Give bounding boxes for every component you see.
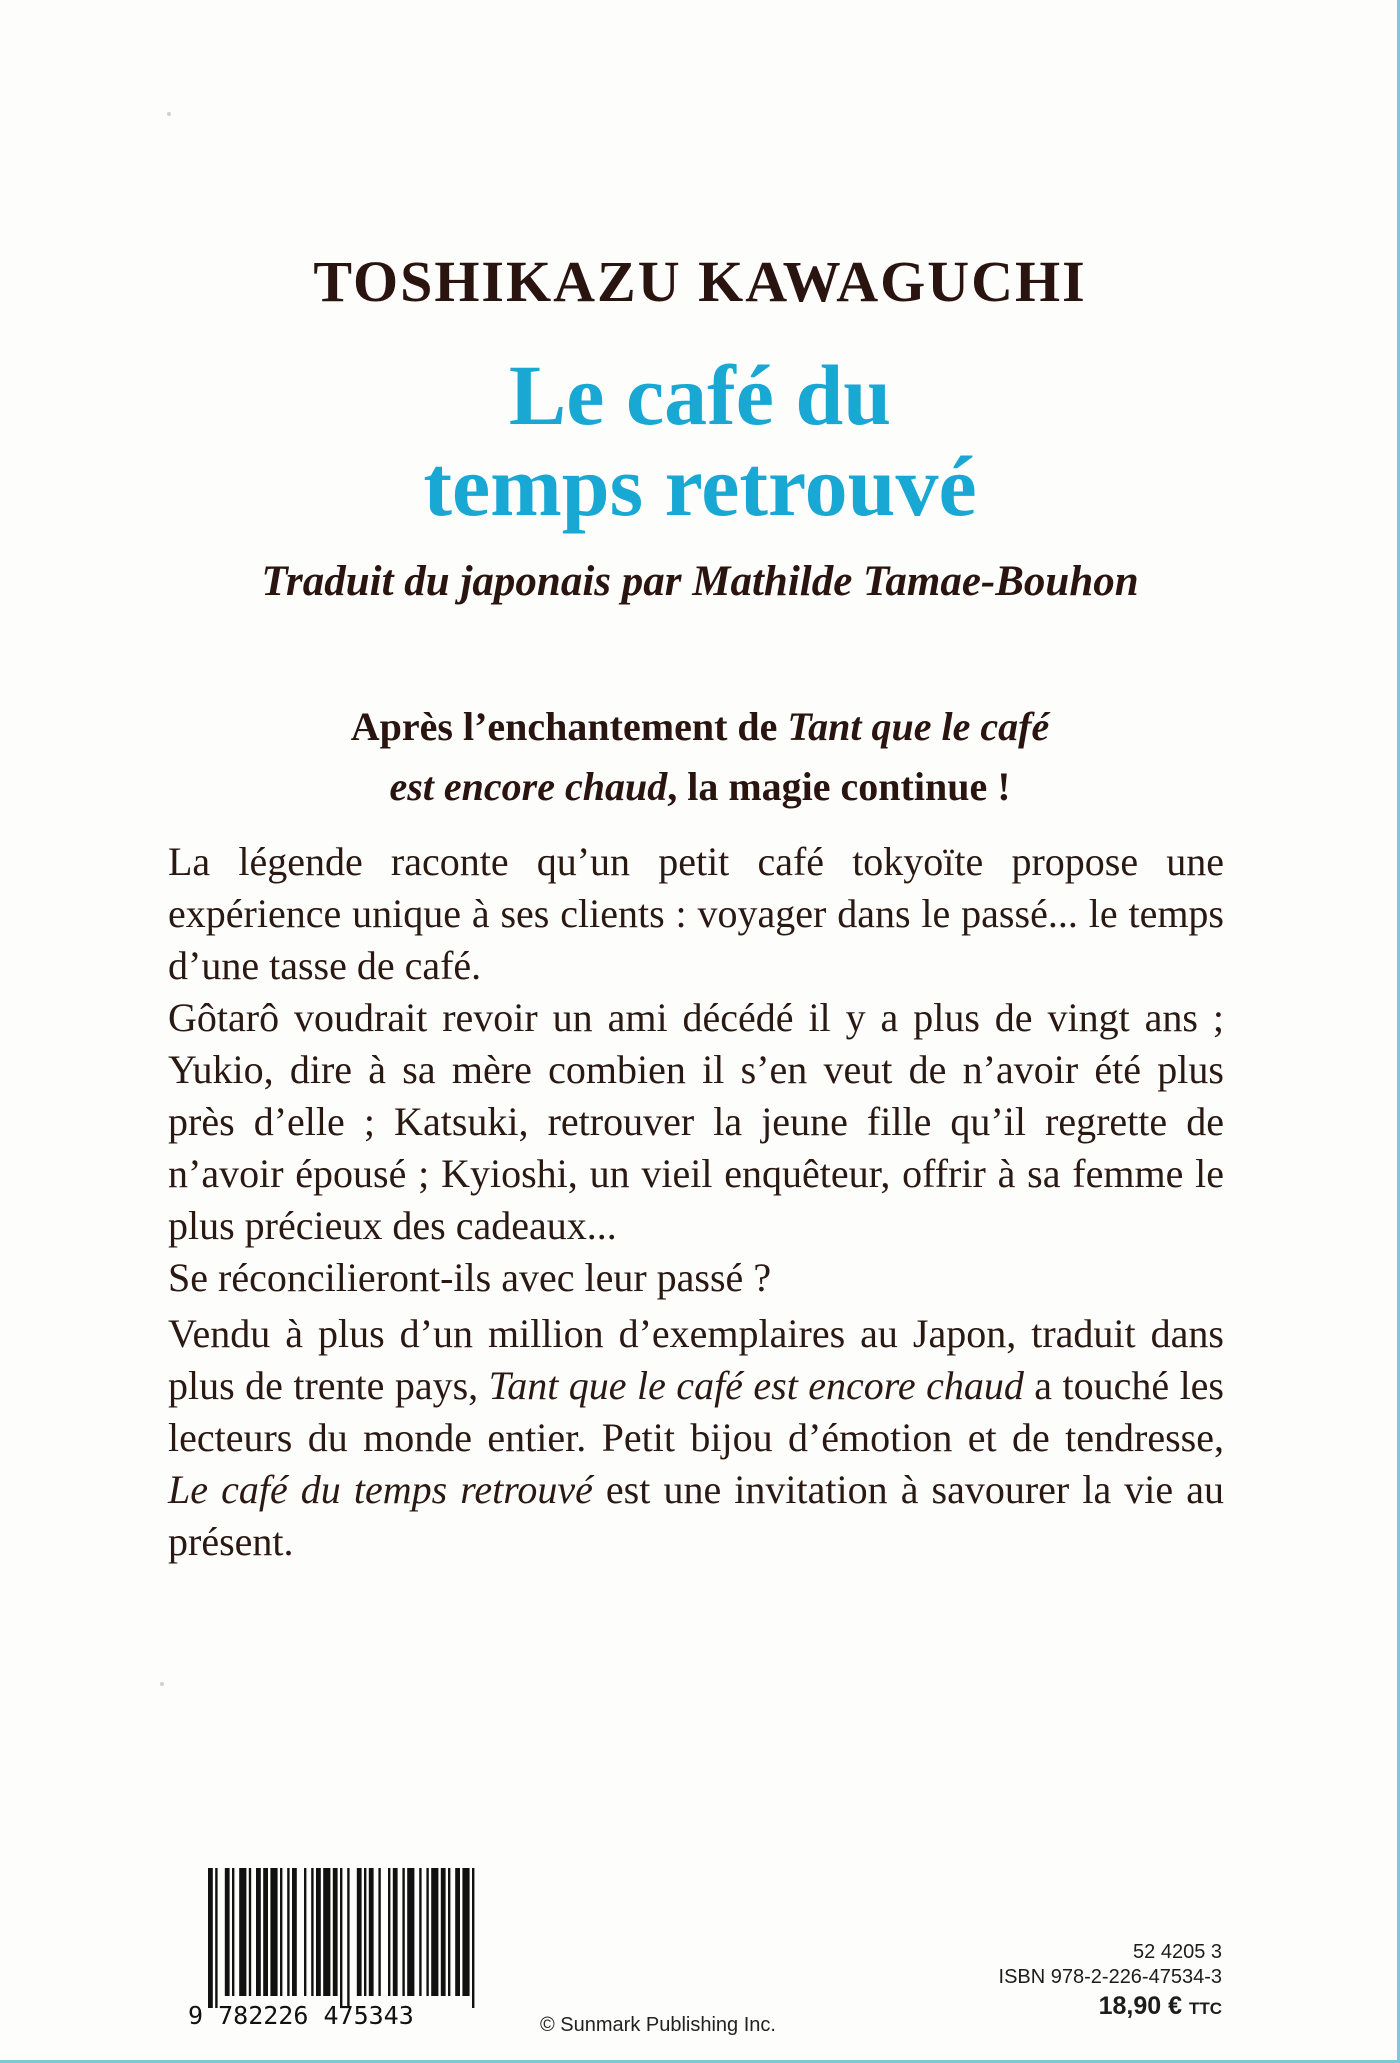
barcode-bar <box>455 1868 460 1996</box>
isbn-barcode <box>186 1868 496 2030</box>
product-info <box>960 1940 1222 2025</box>
barcode-bar <box>333 1868 338 1996</box>
barcode-digits: 9 782226 475343 <box>188 2001 414 2030</box>
barcode-bar <box>292 1868 297 1996</box>
barcode-bar <box>347 1868 349 2008</box>
barcode-bar <box>239 1868 246 1996</box>
barcode-bar <box>448 1868 450 1996</box>
barcode-bar <box>280 1868 282 1996</box>
barcode-bar <box>232 1868 234 1996</box>
praise-paragraph <box>168 1308 1224 1568</box>
price-tag <box>960 1990 1222 2025</box>
barcode-bar <box>441 1868 446 1996</box>
copyright-notice: © Sunmark Publishing Inc. <box>540 2014 776 2036</box>
teaser-headline <box>0 697 1400 817</box>
synopsis-sentence-1: La légende raconte qu’un petit café tokyoïte propose une expérience unique à ses clients : voyager dans le passé... le temps d’une tasse de café. <box>168 839 1224 988</box>
praise-text-2: a touché les lecteurs du monde entier. Petit bijou d’émotion et de tendresse, <box>168 1363 1224 1460</box>
barcode-bar <box>472 1868 474 2008</box>
barcode-bar <box>431 1868 438 1996</box>
teaser-book-title-cont: est encore chaud <box>389 764 668 809</box>
translator-credit: Traduit du japonais par Mathilde Tamae-Bouhon <box>261 558 1139 605</box>
barcode-bar <box>357 1868 362 1996</box>
barcode-graphic <box>186 1868 496 2030</box>
barcode-bar <box>270 1868 277 1996</box>
print-speck <box>160 1682 164 1686</box>
price-amount: 18,90 € <box>1098 1992 1182 2020</box>
barcode-bar <box>208 1868 213 2008</box>
barcode-bar <box>215 1868 217 2008</box>
barcode-bar <box>388 1868 390 1996</box>
praise-book-title-1: Tant que le café est encore chaud <box>488 1363 1024 1408</box>
barcode-bar <box>407 1868 414 1996</box>
barcode-bar <box>316 1868 321 1996</box>
barcode-bar <box>311 1868 313 1996</box>
product-code: 52 4205 3 <box>1133 1941 1222 1963</box>
synopsis-sentence-3: Se réconcilieront-ils avec leur passé ? <box>168 1255 772 1300</box>
isbn-number: ISBN 978-2-226-47534-3 <box>998 1966 1222 1988</box>
barcode-bar <box>378 1868 380 1996</box>
barcode-bar <box>393 1868 398 1996</box>
author-name: TOSHIKAZU KAWAGUCHI <box>313 249 1087 314</box>
barcode-bar <box>323 1868 330 1996</box>
barcode-bar <box>369 1868 374 1996</box>
barcode-bar <box>402 1868 404 1996</box>
praise-text-1: Vendu à plus d’un million d’exemplaires au Japon, traduit dans plus de trente pays, <box>168 1311 1224 1408</box>
barcode-bar <box>287 1868 289 1996</box>
price-suffix: TTC <box>1188 1999 1222 2018</box>
synopsis-paragraph <box>168 836 1224 1304</box>
print-speck <box>167 112 171 116</box>
praise-text-3: est une invitation à savourer la vie au présent. <box>168 1467 1225 1564</box>
barcode-bar <box>263 1868 268 1996</box>
teaser-text: Après l’enchantement de <box>350 704 788 749</box>
teaser-book-title: Tant que le café <box>787 704 1050 749</box>
praise-text <box>168 1308 1224 1568</box>
barcode-bar <box>225 1868 230 1996</box>
book-title-line-1: Le café du <box>508 347 892 443</box>
barcode-bar <box>419 1868 421 1996</box>
barcode-bar <box>462 1868 469 1996</box>
barcode-bar <box>304 1868 306 1996</box>
barcode-bar <box>426 1868 428 1996</box>
book-title-line-2: temps retrouvé <box>423 438 977 534</box>
praise-book-title-2: Le café du temps retrouvé <box>168 1467 593 1512</box>
synopsis-sentence-2: Gôtarô voudrait revoir un ami décédé il y a plus de vingt ans ; Yukio, dire à sa mère combien il s’en veut de n’avoir été plus près d’elle ; Katsuki, retrouver la jeune fille qu’il regrette de n’avoir épousé ; Kyioshi, un vieil enquêteur, offrir à sa femme le plus précieux des cadeaux... <box>168 995 1224 1248</box>
barcode-bar <box>364 1868 366 1996</box>
barcode-bar <box>340 1868 342 2008</box>
barcode-bar <box>256 1868 261 1996</box>
barcode-bar <box>249 1868 251 1996</box>
teaser-text-end: , la magie continue ! <box>667 764 1011 809</box>
